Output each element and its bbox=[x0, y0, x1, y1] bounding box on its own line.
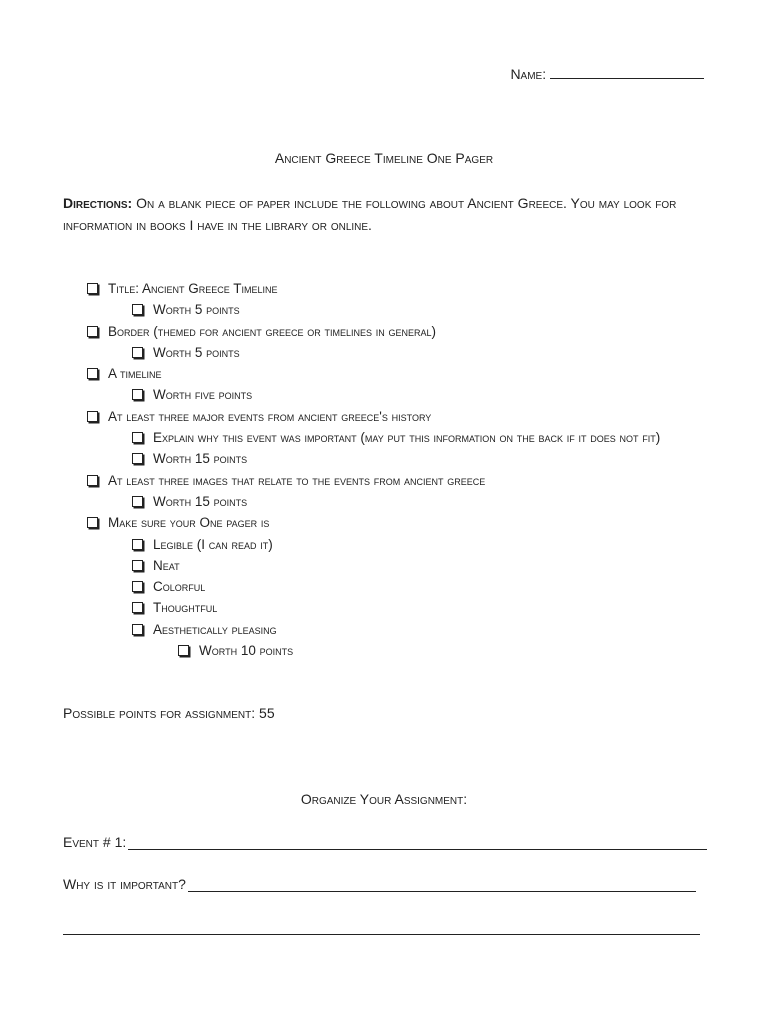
checklist-item-text: Worth five points bbox=[153, 387, 253, 403]
checkbox-icon[interactable] bbox=[132, 347, 143, 358]
checklist-item bbox=[0, 406, 768, 427]
checkbox-icon[interactable] bbox=[132, 624, 143, 635]
checkbox-icon[interactable] bbox=[132, 602, 143, 613]
checklist-item-text: Explain why this event was important (may put this information on the back if it does not fit) bbox=[153, 430, 661, 446]
name-label: Name: bbox=[510, 66, 547, 82]
checklist-item bbox=[0, 555, 701, 576]
checklist-item-text: Colorful bbox=[153, 579, 206, 595]
event-blank[interactable] bbox=[128, 835, 707, 850]
checklist-item bbox=[0, 278, 768, 299]
checklist-item-text: Worth 15 points bbox=[153, 493, 248, 509]
checklist-item-text: Worth 5 points bbox=[153, 302, 240, 318]
checkbox-icon[interactable] bbox=[87, 326, 98, 337]
organize-heading: Organize Your Assignment: bbox=[300, 791, 468, 807]
answer-blank-line[interactable] bbox=[63, 934, 700, 935]
checkbox-icon[interactable] bbox=[132, 496, 143, 507]
checkbox-icon[interactable] bbox=[87, 517, 98, 528]
checkbox-icon[interactable] bbox=[132, 432, 143, 443]
checkbox-icon[interactable] bbox=[178, 645, 189, 656]
checklist-item-text: At least three images that relate to the events from ancient greece bbox=[108, 472, 486, 488]
checkbox-icon[interactable] bbox=[132, 581, 143, 592]
event-label: Event # 1: bbox=[63, 834, 127, 850]
checklist-item bbox=[0, 597, 701, 618]
checklist-item-text: Border (themed for ancient greece or timelines in general) bbox=[108, 323, 437, 339]
checkbox-icon[interactable] bbox=[87, 411, 98, 422]
checkbox-icon[interactable] bbox=[132, 453, 143, 464]
why-important-field bbox=[63, 876, 696, 892]
checklist-item bbox=[0, 342, 701, 363]
why-important-label: Why is it important? bbox=[63, 876, 186, 892]
checkbox-icon[interactable] bbox=[132, 389, 143, 400]
checkbox-icon[interactable] bbox=[132, 560, 143, 571]
possible-points: Possible points for assignment: 55 bbox=[63, 705, 275, 721]
checklist-item-text: Worth 10 points bbox=[199, 643, 294, 659]
checklist-item-text: A timeline bbox=[108, 366, 162, 382]
requirements-checklist bbox=[0, 278, 768, 661]
checklist-item-text: Legible (I can read it) bbox=[153, 536, 273, 552]
checklist-item-text: Worth 5 points bbox=[153, 344, 240, 360]
why-important-blank[interactable] bbox=[188, 877, 696, 892]
name-field bbox=[510, 64, 704, 84]
checkbox-icon[interactable] bbox=[87, 475, 98, 486]
checklist-item bbox=[0, 427, 701, 448]
checklist-item-text: At least three major events from ancient greece's history bbox=[108, 408, 432, 424]
checklist-item bbox=[0, 448, 701, 469]
checklist-item bbox=[0, 640, 768, 661]
checklist-item-text: Thoughtful bbox=[153, 600, 218, 616]
page-title: Ancient Greece Timeline One Pager bbox=[274, 150, 494, 166]
checklist-item-text: Aesthetically pleasing bbox=[153, 621, 277, 637]
checklist-item bbox=[0, 576, 701, 597]
directions-text: On a blank piece of paper include the following about Ancient Greece. You may look for information in books I have in the library or online. bbox=[63, 195, 677, 233]
checklist-item bbox=[0, 363, 768, 384]
checklist-item bbox=[0, 470, 768, 491]
checkbox-icon[interactable] bbox=[87, 368, 98, 379]
checkbox-icon[interactable] bbox=[87, 283, 98, 294]
checkbox-icon[interactable] bbox=[132, 539, 143, 550]
checklist-item bbox=[0, 512, 768, 533]
checklist-item bbox=[0, 619, 701, 640]
checklist-item-text: Make sure your One pager is bbox=[108, 515, 270, 531]
directions bbox=[63, 192, 713, 236]
checkbox-icon[interactable] bbox=[132, 304, 143, 315]
checklist-item bbox=[0, 384, 701, 405]
checklist-item-text: Title: Ancient Greece Timeline bbox=[108, 281, 278, 296]
checklist-item bbox=[0, 491, 701, 512]
checklist-item-text: Worth 15 points bbox=[153, 451, 248, 467]
checklist-item bbox=[0, 534, 701, 555]
event-field bbox=[63, 834, 707, 850]
name-blank[interactable] bbox=[550, 64, 704, 79]
checklist-item bbox=[0, 299, 701, 320]
checklist-item bbox=[0, 321, 768, 342]
directions-label: Directions: bbox=[63, 195, 133, 211]
checklist-item-text: Neat bbox=[153, 557, 180, 573]
